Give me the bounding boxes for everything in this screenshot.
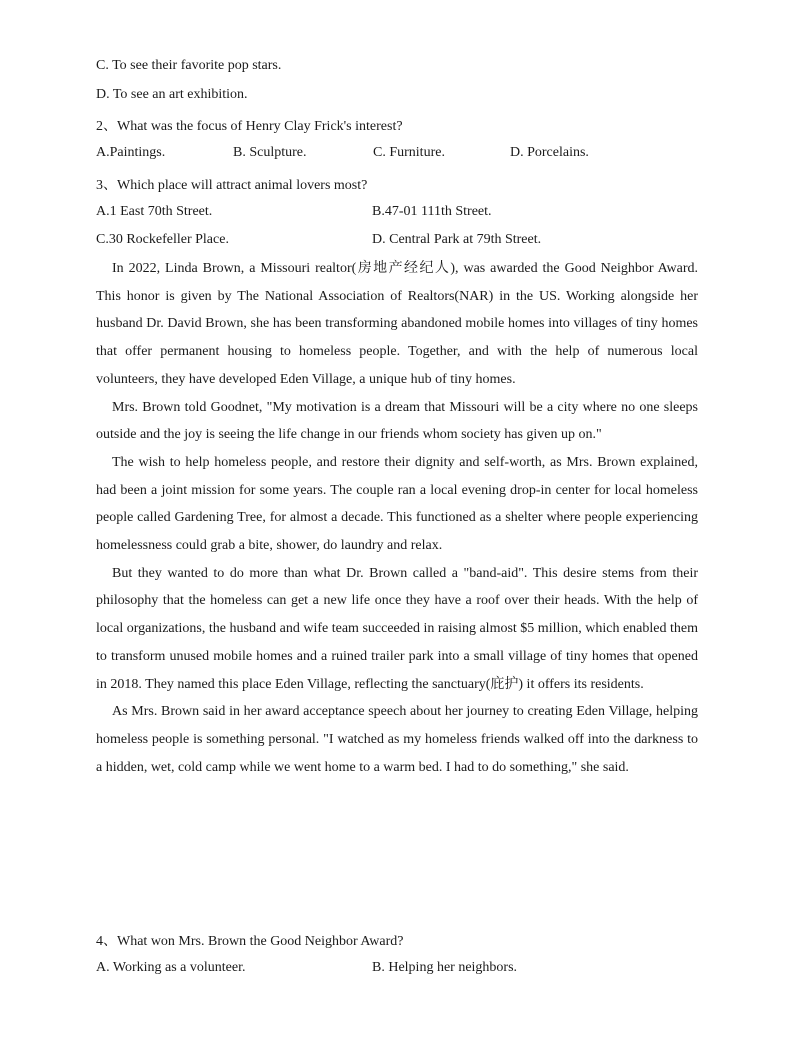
- passage-paragraph: In 2022, Linda Brown, a Missouri realtor(房地产经纪人), was awarded the Good Neighbor Award. This honor is given by The National Association of Realtors(NAR) in the US. Working alongside her husband Dr. David Brown, she has been transforming abandoned mobile homes into villages of tiny homes that offer permanent housing to homeless people. Together, and with the help of numerous local volunteers, they have developed Eden Village, a unique hub of tiny homes.: [96, 261, 698, 387]
- q3-question: 3、Which place will attract animal lovers most?: [96, 178, 368, 193]
- q2-option-c: C. Furniture.: [373, 145, 445, 160]
- q3-option-a: A.1 East 70th Street.: [96, 204, 213, 219]
- passage-paragraph: Mrs. Brown told Goodnet, "My motivation is a dream that Missouri will be a city where no one sleeps outside and the joy is seeing the life change in our friends whom society has given up on.": [96, 399, 698, 443]
- q2-option-d: D. Porcelains.: [510, 145, 589, 160]
- passage-paragraph: As Mrs. Brown said in her award acceptance speech about her journey to creating Eden Village, helping homeless people is something personal. "I watched as my homeless friends walked off into the darkness to a hidden, wet, cold camp while we went home to a warm bed. I had to do something," she said.: [96, 704, 698, 775]
- q4-option-b: B. Helping her neighbors.: [372, 960, 518, 975]
- passage-paragraph: The wish to help homeless people, and restore their dignity and self-worth, as Mrs. Brown explained, had been a joint mission for some years. The couple ran a local evening drop-in center for local homeless people called Gardening Tree, for almost a decade. This functioned as a shelter where people experiencing homelessness could grab a bite, shower, do laundry and relax.: [96, 454, 698, 554]
- q2-option-a: A.Paintings.: [96, 145, 166, 160]
- reading-passage: [96, 255, 698, 781]
- q1-option-c: C. To see their favorite pop stars.: [96, 58, 282, 73]
- q3-option-c: C.30 Rockefeller Place.: [96, 232, 229, 247]
- q4-question: 4、What won Mrs. Brown the Good Neighbor Award?: [96, 934, 404, 949]
- q3-option-d: D. Central Park at 79th Street.: [372, 232, 542, 247]
- q3-option-b: B.47-01 111th Street.: [372, 204, 492, 219]
- passage-paragraph: But they wanted to do more than what Dr. Brown called a "band-aid". This desire stems from their philosophy that the homeless can get a new life once they have a roof over their heads. With the help of local organizations, the husband and wife team succeeded in raising almost $5 million, which enabled them to transform unused mobile homes and a ruined trailer park into a small village of tiny homes that opened in 2018. They named this place Eden Village, reflecting the sanctuary(庇护) it offers its residents.: [96, 565, 698, 692]
- q4-option-a: A. Working as a volunteer.: [96, 960, 246, 975]
- q2-question: 2、What was the focus of Henry Clay Frick's interest?: [96, 119, 403, 134]
- q1-option-d: D. To see an art exhibition.: [96, 87, 248, 102]
- q2-option-b: B. Sculpture.: [233, 145, 307, 160]
